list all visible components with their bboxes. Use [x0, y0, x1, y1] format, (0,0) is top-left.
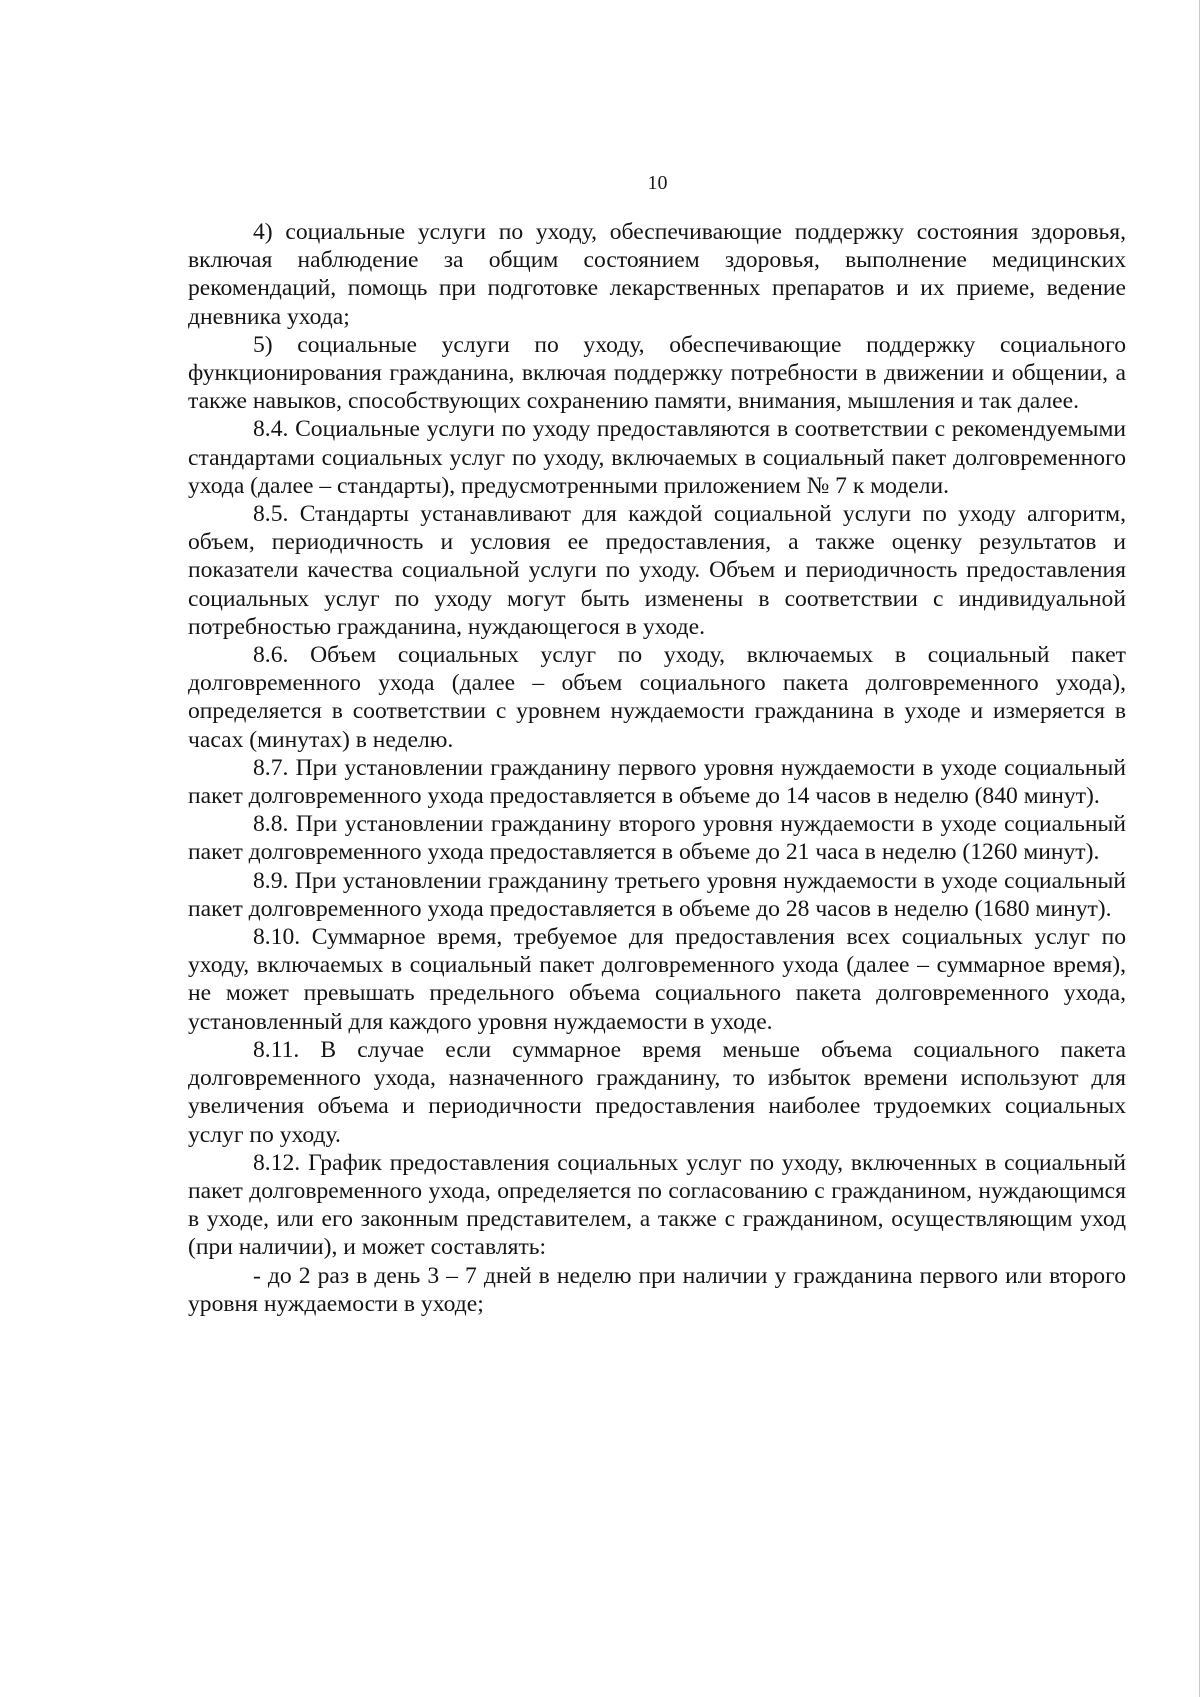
paragraph-8-7: 8.7. При установлении гражданину первого уровня нуждаемости в уходе социальный пакет долговременного ухода предоставляется в объеме до 14 часов в неделю (840 минут). — [188, 754, 1126, 810]
paragraph-item-5: 5) социальные услуги по уходу, обеспечивающие поддержку социального функционирования гражданина, включая поддержку потребности в движении и общении, а также навыков, способствующих сохранению памяти, внимания, мышления и так далее. — [188, 331, 1126, 415]
paragraph-8-9: 8.9. При установлении гражданину третьего уровня нуждаемости в уходе социальный пакет долговременного ухода предоставляется в объеме до 28 часов в неделю (1680 минут). — [188, 867, 1126, 922]
paragraph-8-5: 8.5. Стандарты устанавливают для каждой социальной услуги по уходу алгоритм, объем, периодичность и условия ее предоставления, а также оценку результатов и показатели качества социальной услуги по уходу. Объем и периодичность предоставления социальных услуг по уходу могут быть изменены в соответствии с индивидуальной потребностью гражданина, нуждающегося в уходе. — [188, 501, 1126, 640]
paragraph-item-4: 4) социальные услуги по уходу, обеспечивающие поддержку состояния здоровья, включая наблюдение за общим состоянием здоровья, выполнение медицинских рекомендаций, помощь при подготовке лекарственных препаратов и их приеме, ведение дневника ухода; — [188, 219, 1126, 330]
document-body — [188, 218, 1126, 1318]
paragraph-8-8: 8.8. При установлении гражданину второго уровня нуждаемости в уходе социальный пакет долговременного ухода предоставляется в объеме до 21 часа в неделю (1260 минут). — [188, 811, 1126, 866]
paragraph-8-6: 8.6. Объем социальных услуг по уходу, включаемых в социальный пакет долговременного ухода (далее – объем социального пакета долговременного ухода), определяется в соответствии с уровнем нуждаемости гражданина в уходе и измеряется в часах (минутах) в неделю. — [188, 642, 1126, 753]
paragraph-8-4: 8.4. Социальные услуги по уходу предоставляются в соответствии с рекомендуемыми стандартами социальных услуг по уходу, включаемых в социальный пакет долговременного ухода (далее – стандарты), предусмотренными приложением № 7 к модели. — [188, 416, 1126, 499]
paragraph-8-12: 8.12. График предоставления социальных услуг по уходу, включенных в социальный пакет долговременного ухода, определяется по согласованию с гражданином, нуждающимся в уходе, или его законным представителем, а также с гражданином, осуществляющим уход (при наличии), и может составлять: — [188, 1149, 1126, 1261]
page-number: 10 — [647, 172, 668, 194]
paragraph-schedule-item: - до 2 раз в день 3 – 7 дней в неделю при наличии у гражданина первого или второго уровня нуждаемости в уходе; — [188, 1262, 1126, 1317]
paragraph-8-11: 8.11. В случае если суммарное время меньше объема социального пакета долговременного ухода, назначенного гражданину, то избыток времени используют для увеличения объема и периодичности предоставления наиболее трудоемких социальных услуг по уходу. — [188, 1036, 1126, 1148]
paragraph-8-10: 8.10. Суммарное время, требуемое для предоставления всех социальных услуг по уходу, включаемых в социальный пакет долговременного ухода (далее – суммарное время), не может превышать предельного объема социального пакета долговременного ухода, установленный для каждого уровня нуждаемости в уходе. — [188, 924, 1126, 1035]
